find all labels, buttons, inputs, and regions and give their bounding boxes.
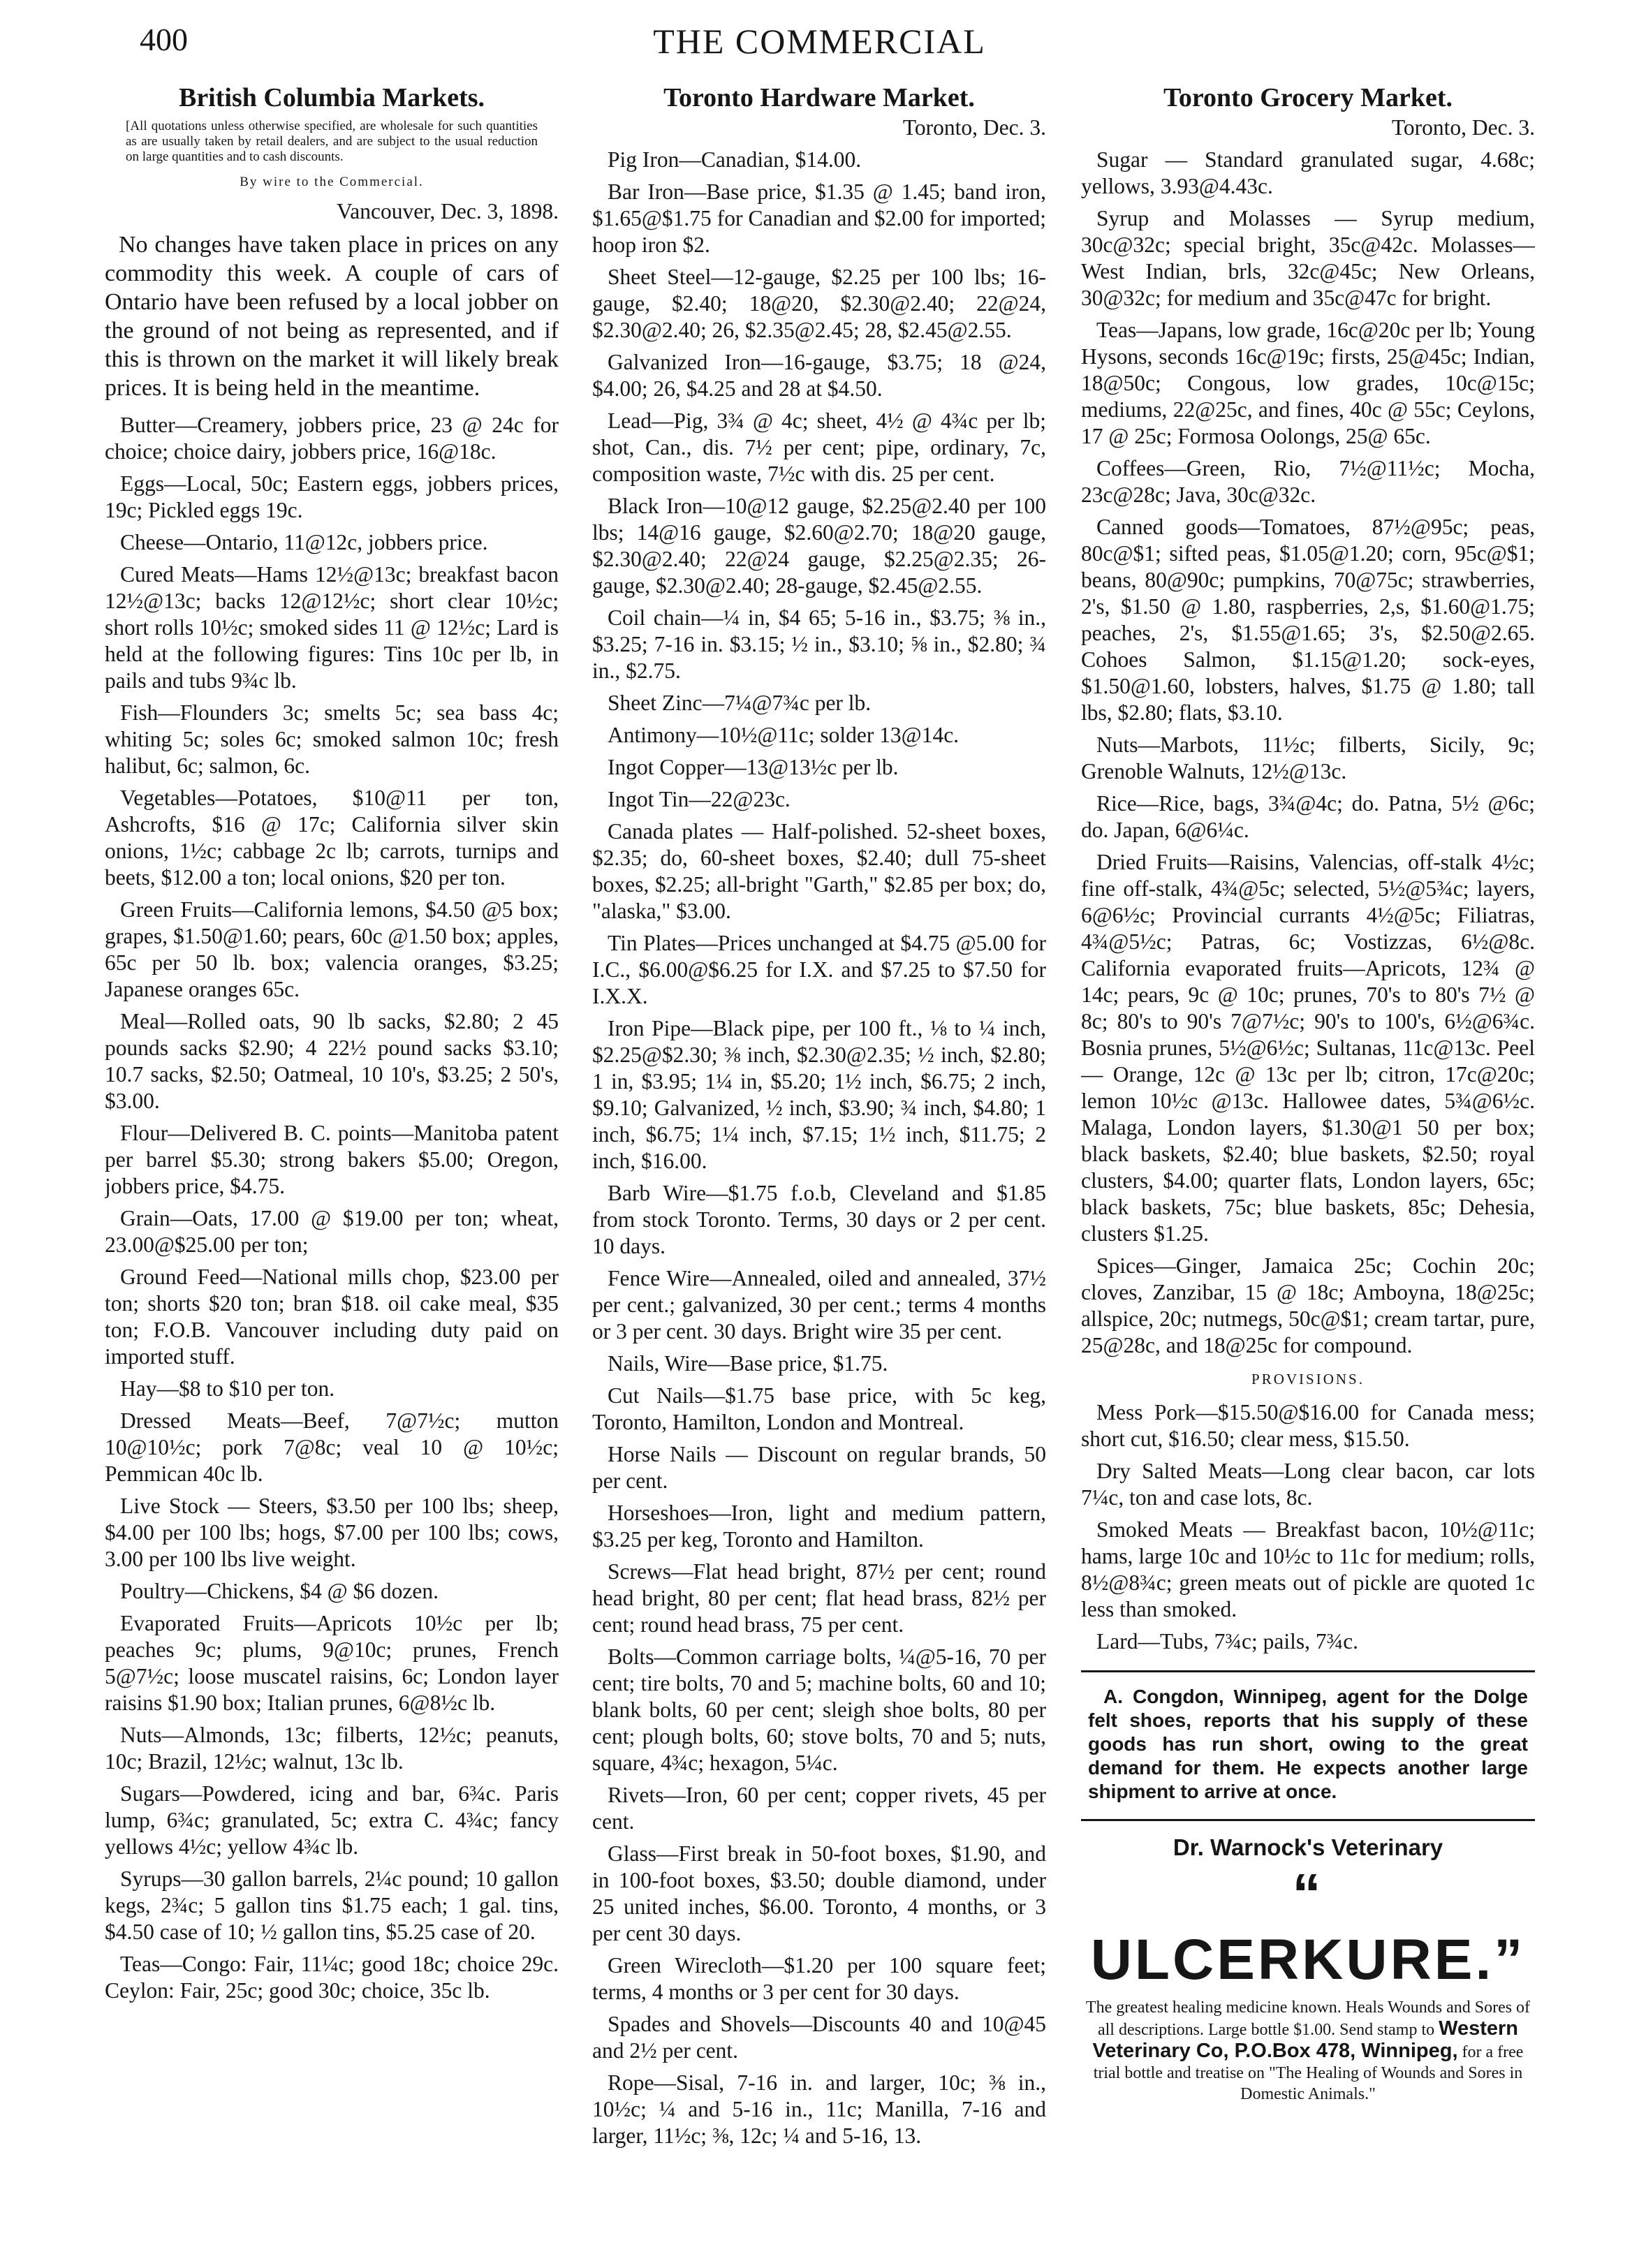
market-quote: Spices—Ginger, Jamaica 25c; Cochin 20c; cloves, Zanzibar, 15 @ 18c; Amboyna, 18@25c; allspice, 20c; nutmegs, 50c@$1; cream tartar, pure, 25@28c, and 18@25c for compound. [1081, 1253, 1535, 1357]
dateline-bc: Vancouver, Dec. 3, 1898. [336, 199, 559, 223]
page-number: 400 [140, 22, 188, 57]
market-quote: Bolts—Common carriage bolts, ¼@5-16, 70 per cent; tire bolts, 70 and 5; machine bolts, 60 and 10; blank bolts, 60 per cent; sleigh shoe bolts, 80 per cent; plough bolts, 60; stove bolts, 70 and 5; nuts, square, 4¾c; hexagon, 5¼c. [592, 1644, 1046, 1775]
bc-items-list [105, 412, 559, 2004]
wire-credit: By wire to the Commercial. [240, 175, 424, 189]
market-quote: Teas—Japans, low grade, 16c@20c per lb; Young Hysons, seconds 16c@19c; firsts, 25@45c; Indian, 18@50c; Congous, low grades, 10c@15c; mediums, 22@25c, and fines, 40c @ 55c; Ceylons, 17 @ 25c; Formosa Oolongs, 25@ 65c. [1081, 318, 1535, 448]
market-quote: Pig Iron—Canadian, $14.00. [608, 147, 862, 172]
market-quote: Syrup and Molasses — Syrup medium, 30c@32c; special bright, 35c@42c. Molasses—West Indian, brls, 32c@45c; New Orleans, 30@32c; for medium and 35c@47c for bright. [1081, 206, 1535, 310]
market-quote: Cured Meats—Hams 12½@13c; breakfast bacon 12½@13c; backs 12@12½c; short clear 10½c; short rolls 10½c; smoked sides 11 @ 12½c; Lard is held at the following figures: Tins 10c per lb, in pails and tubs 9¾c lb. [105, 562, 559, 693]
market-quote: Syrups—30 gallon barrels, 2¼c pound; 10 gallon kegs, 2¾c; 5 gallon tins $1.75 each; 1 gal. tins, $4.50 case of 10; ½ gallon tins, $5.25 case of 20. [105, 1866, 559, 1944]
ad-text-line: for a free trial bottle and treatise on "The Healing of Wounds and Sores in Domestic Animals." [1093, 2043, 1524, 2103]
divider [1081, 1670, 1535, 1672]
market-quote: Sheet Steel—12-gauge, $2.25 per 100 lbs; 16-gauge, $2.40; 18@20, $2.30@2.40; 22@24, $2.30@2.40; 26, $2.35@2.45; 28, $2.45@2.55. [592, 265, 1046, 342]
market-quote: Canada plates — Half-polished. 52-sheet boxes, $2.35; do, 60-sheet boxes, $2.40; dull 75-sheet boxes, $2.25; all-bright "Garth," $2.85 per box; do, "alaska," $3.00. [592, 819, 1046, 923]
market-quote: Horse Nails — Discount on regular brands, 50 per cent. [592, 1442, 1046, 1493]
market-quote: Sheet Zinc—7¼@7¾c per lb. [608, 691, 872, 715]
hardware-items-list [592, 147, 1046, 2149]
market-quote: Ingot Tin—22@23c. [608, 787, 791, 811]
ad-text-line: The greatest healing medicine known. Heals Wounds and Sores of all descriptions. Large bottle $1.00. Send stamp to [1085, 1998, 1531, 2039]
market-quote: Rope—Sisal, 7-16 in. and larger, 10c; ⅜ in., 10½c; ¼ and 5-16 in., 11c; Manilla, 7-16 and larger, 11½c; ⅜, 12c; ¼ and 5-16, 13. [592, 2070, 1046, 2148]
market-quote: Eggs—Local, 50c; Eastern eggs, jobbers prices, 19c; Pickled eggs 19c. [105, 471, 559, 522]
section-title-hardware: Toronto Hardware Market. [663, 83, 975, 112]
market-quote: Live Stock — Steers, $3.50 per 100 lbs; sheep, $4.00 per 100 lbs; hogs, $7.00 per 100 lbs; cows, 3.00 per 100 lbs live weight. [105, 1494, 559, 1571]
market-quote: Meal—Rolled oats, 90 lb sacks, $2.80; 2 45 pounds sacks $2.90; 4 22½ pound sacks $3.10; 10.7 sacks, $2.50; Oatmeal, 10 10's, $3.25; 2 50's, $3.00. [105, 1009, 559, 1113]
market-quote: Ingot Copper—13@13½c per lb. [608, 755, 899, 779]
market-quote: Iron Pipe—Black pipe, per 100 ft., ⅛ to ¼ inch, $2.25@$2.30; ⅜ inch, $2.30@2.35; ½ inch, $2.80; 1 in, $3.95; 1¼ in, $5.20; 1½ inch, $6.75; 2 inch, $9.10; Galvanized, ½ inch, $3.90; ¾ inch, $4.80; 1 inch, $6.75; 1¼ inch, $7.15; 1½ inch, $11.75; 2 inch, $16.00. [592, 1016, 1046, 1173]
market-quote: Green Wirecloth—$1.20 per 100 square feet; terms, 4 months or 3 per cent for 30 days. [592, 1953, 1046, 2004]
market-quote: Bar Iron—Base price, $1.35 @ 1.45; band iron, $1.65@$1.75 for Canadian and $2.00 for imported; hoop iron $2. [592, 179, 1046, 257]
market-quote: Canned goods—Tomatoes, 87½@95c; peas, 80c@$1; sifted peas, $1.05@1.20; corn, 95c@$1; beans, 80@90c; pumpkins, 70@75c; strawberries, 2's, $1.50 @ 1.80, raspberries, 2,s, $1.60@1.75; peaches, 2's, $1.55@1.65; 3's, $2.50@2.65. Cohoes Salmon, $1.15@1.20; sock-eyes, $1.50@1.60, lobsters, halves, $1.75 @ 1.80; tall lbs, $2.80; flats, $3.10. [1081, 515, 1535, 725]
ulcerkure-advertisement [1081, 1834, 1535, 2105]
market-quote: Teas—Congo: Fair, 11¼c; good 18c; choice 29c. Ceylon: Fair, 25c; good 30c; choice, 35c lb. [105, 1952, 559, 2003]
market-quote: Screws—Flat head bright, 87½ per cent; round head bright, 80 per cent; flat head brass, 82½ per cent; round head brass, 75 per cent. [592, 1559, 1046, 1637]
dateline-grocery: Toronto, Dec. 3. [1391, 115, 1535, 140]
market-quote: Glass—First break in 50-foot boxes, $1.90, and in 100-foot boxes, $3.50; double diamond, under 25 united inches, $6.00. Toronto, 4 months, or 3 per cent 30 days. [592, 1841, 1046, 1945]
column-bc-markets [105, 82, 559, 2212]
market-quote: Tin Plates—Prices unchanged at $4.75 @5.00 for I.C., $6.00@$6.25 for I.X. and $7.25 to $7.50 for I.X.X. [592, 931, 1046, 1008]
congdon-notice: A. Congdon, Winnipeg, agent for the Dolge felt shoes, reports that his supply of these goods has run short, owing to the great demand for them. He expects another large shipment to arrive at once. [1088, 1686, 1528, 1802]
provisions-heading: PROVISIONS. [1251, 1371, 1365, 1387]
market-quote: Poultry—Chickens, $4 @ $6 dozen. [120, 1579, 439, 1603]
market-quote: Hay—$8 to $10 per ton. [120, 1376, 335, 1401]
market-quote: Horseshoes—Iron, light and medium pattern, $3.25 per keg, Toronto and Hamilton. [592, 1501, 1046, 1552]
market-quote: Grain—Oats, 17.00 @ $19.00 per ton; wheat, 23.00@$25.00 per ton; [105, 1206, 559, 1257]
market-quote: Dried Fruits—Raisins, Valencias, off-stalk 4½c; fine off-stalk, 4¾@5c; selected, 5½@5¾c; layers, 6@6½c; Provincial currants 4½@5c; Filiatras, 4¾@5½c; Patras, 6c; Vostizzas, 6½@8c. California evaporated fruits—Apricots, 12¾ @ 14c; pears, 9c @ 10c; prunes, 70's to 80's 7½ @ 8c; 80's to 90's 7@7½c; 90's to 100's, 6½@6¾c. Bosnia prunes, 5½@6½c; Sultanas, 11c@13c. Peel — Orange, 12c @ 13c per lb; citron, 17c@20c; lemon 10½c @13c. Hallowee dates, 5¾@6½c. Malaga, London layers, $1.30@1 50 per box; black baskets, $2.40; blue baskets, $2.50; royal clusters, $4.00; quarter flats, London layers, 65c; black baskets, 75c; blue baskets, 85c; Dehesia, clusters $1.25. [1081, 850, 1535, 1246]
ad-advertiser: Western Veterinary Co, P.O.Box 478, Winnipeg, [1092, 2017, 1519, 2062]
market-quote: Nails, Wire—Base price, $1.75. [608, 1351, 888, 1376]
market-quote: Lead—Pig, 3¾ @ 4c; sheet, 4½ @ 4¾c per lb; shot, Can., dis. 7½ per cent; pipe, ordinary, 7c, composition waste, 7½c with dis. 25 per cent. [592, 408, 1046, 486]
market-quote: Coil chain—¼ in, $4 65; 5-16 in., $3.75; ⅜ in., $3.25; 7-16 in. $3.15; ½ in., $3.10; ⅝ in., $2.80; ¾ in., $2.75. [592, 605, 1046, 683]
market-quote: Barb Wire—$1.75 f.o.b, Cleveland and $1.85 from stock Toronto. Terms, 30 days or 2 per cent. 10 days. [592, 1181, 1046, 1258]
market-quote: Nuts—Marbots, 11½c; filberts, Sicily, 9c; Grenoble Walnuts, 12½@13c. [1081, 732, 1535, 783]
bc-intro-paragraph: No changes have taken place in prices on any commodity this week. A couple of cars of Ontario have been refused by a local jobber on the ground of not being as represented, and if this is thrown on the market it will likely break prices. It is being held in the meantime. [105, 232, 559, 401]
market-quote: Rice—Rice, bags, 3¾@4c; do. Patna, 5½ @6c; do. Japan, 6@6¼c. [1081, 791, 1535, 842]
market-quote: Evaporated Fruits—Apricots 10½c per lb; peaches 9c; plums, 9@10c; prunes, French 5@7½c; loose muscatel raisins, 6c; London layer raisins $1.90 box; Italian prunes, 6@8½c lb. [105, 1611, 559, 1715]
column-grocery-market [1081, 82, 1535, 2212]
market-quote: Spades and Shovels—Discounts 40 and 10@45 and 2½ per cent. [592, 2012, 1046, 2063]
market-quote: Smoked Meats — Breakfast bacon, 10½@11c; hams, large 10c and 10½c to 11c for medium; rolls, 8½@8¾c; green meats out of pickle are quoted 1c less than smoked. [1081, 1517, 1535, 1621]
market-quote: Black Iron—10@12 gauge, $2.25@2.40 per 100 lbs; 14@16 gauge, $2.60@2.70; 18@20 gauge, $2.30@2.40; 22@24 gauge, $2.25@2.35; 26-gauge, $2.30@2.40; 28-gauge, $2.45@2.55. [592, 494, 1046, 598]
market-quote: Sugars—Powdered, icing and bar, 6¾c. Paris lump, 6¾c; granulated, 5c; extra C. 4¾c; fancy yellows 4½c; yellow 4¾c lb. [105, 1781, 559, 1859]
market-quote: Antimony—10½@11c; solder 13@14c. [608, 723, 960, 747]
market-quote: Galvanized Iron—16-gauge, $3.75; 18 @24, $4.00; 26, $4.25 and 28 at $4.50. [592, 350, 1046, 401]
market-quote: Dressed Meats—Beef, 7@7½c; mutton 10@10½c; pork 7@8c; veal 10 @ 10½c; Pemmican 40c lb. [105, 1408, 559, 1486]
page-header [0, 0, 1639, 70]
market-quote: Nuts—Almonds, 13c; filberts, 12½c; peanuts, 10c; Brazil, 12½c; walnut, 13c lb. [105, 1723, 559, 1774]
market-quote: Vegetables—Potatoes, $10@11 per ton, Ashcrofts, $16 @ 17c; California silver skin onions, 1½c; cabbage 2c lb; carrots, turnips and beets, $12.00 a ton; local onions, $20 per ton. [105, 786, 559, 890]
grocery-items-list [1081, 147, 1535, 1359]
market-quote: Flour—Delivered B. C. points—Manitoba patent per barrel $5.30; strong bakers $5.00; Oregon, jobbers price, $4.75. [105, 1121, 559, 1198]
market-quote: Coffees—Green, Rio, 7½@11½c; Mocha, 23c@28c; Java, 30c@32c. [1081, 456, 1535, 507]
ad-body [1081, 1997, 1535, 2105]
market-quote: Mess Pork—$15.50@$16.00 for Canada mess; short cut, $16.50; clear mess, $15.50. [1081, 1400, 1535, 1451]
section-title-bc: British Columbia Markets. [178, 83, 485, 112]
market-quote: Rivets—Iron, 60 per cent; copper rivets, 45 per cent. [592, 1783, 1046, 1834]
market-quote: Fence Wire—Annealed, oiled and annealed, 37½ per cent.; galvanized, 30 per cent.; terms 4 months or 3 per cent. 30 days. Bright wire 35 per cent. [592, 1266, 1046, 1343]
market-quote: Cheese—Ontario, 11@12c, jobbers price. [120, 530, 488, 554]
ad-title: Dr. Warnock's Veterinary [1173, 1834, 1443, 1860]
market-quote: Fish—Flounders 3c; smelts 5c; sea bass 4c; whiting 5c; soles 6c; smoked salmon 10c; fresh halibut, 6c; salmon, 6c. [105, 700, 559, 778]
market-quote: Dry Salted Meats—Long clear bacon, car lots 7¼c, ton and case lots, 8c. [1081, 1459, 1535, 1510]
column-hardware-market [592, 82, 1046, 2212]
market-quote: Green Fruits—California lemons, $4.50 @5 box; grapes, $1.50@1.60; pears, 60c @1.50 box; apples, 65c per 50 lb. box; valencia oranges, $3.25; Japanese oranges 65c. [105, 897, 559, 1001]
market-quote: Cut Nails—$1.75 base price, with 5c keg, Toronto, Hamilton, London and Montreal. [592, 1383, 1046, 1434]
dateline-hardware: Toronto, Dec. 3. [902, 115, 1046, 140]
market-quote: Sugar — Standard granulated sugar, 4.68c; yellows, 3.93@4.43c. [1081, 147, 1535, 198]
provisions-list [1081, 1399, 1535, 1655]
journal-title: THE COMMERCIAL [653, 22, 986, 61]
market-quote: Ground Feed—National mills chop, $23.00 per ton; shorts $20 ton; bran $18. oil cake meal, $35 ton; F.O.B. Vancouver including duty paid on imported stuff. [105, 1265, 559, 1369]
ad-brand-name: “ ULCERKURE.” [1090, 1862, 1526, 1991]
market-quote: Butter—Creamery, jobbers price, 23 @ 24c for choice; choice dairy, jobbers price, 16@18c. [105, 413, 559, 464]
quotation-note: [All quotations unless otherwise specified, are wholesale for such quantities as are usually taken by retail dealers, and are subject to the usual reduction on large quantities and to cash discounts. [126, 119, 538, 164]
section-title-grocery: Toronto Grocery Market. [1163, 83, 1453, 112]
divider [1081, 1819, 1535, 1821]
market-quote: Lard—Tubs, 7¾c; pails, 7¾c. [1096, 1629, 1359, 1654]
